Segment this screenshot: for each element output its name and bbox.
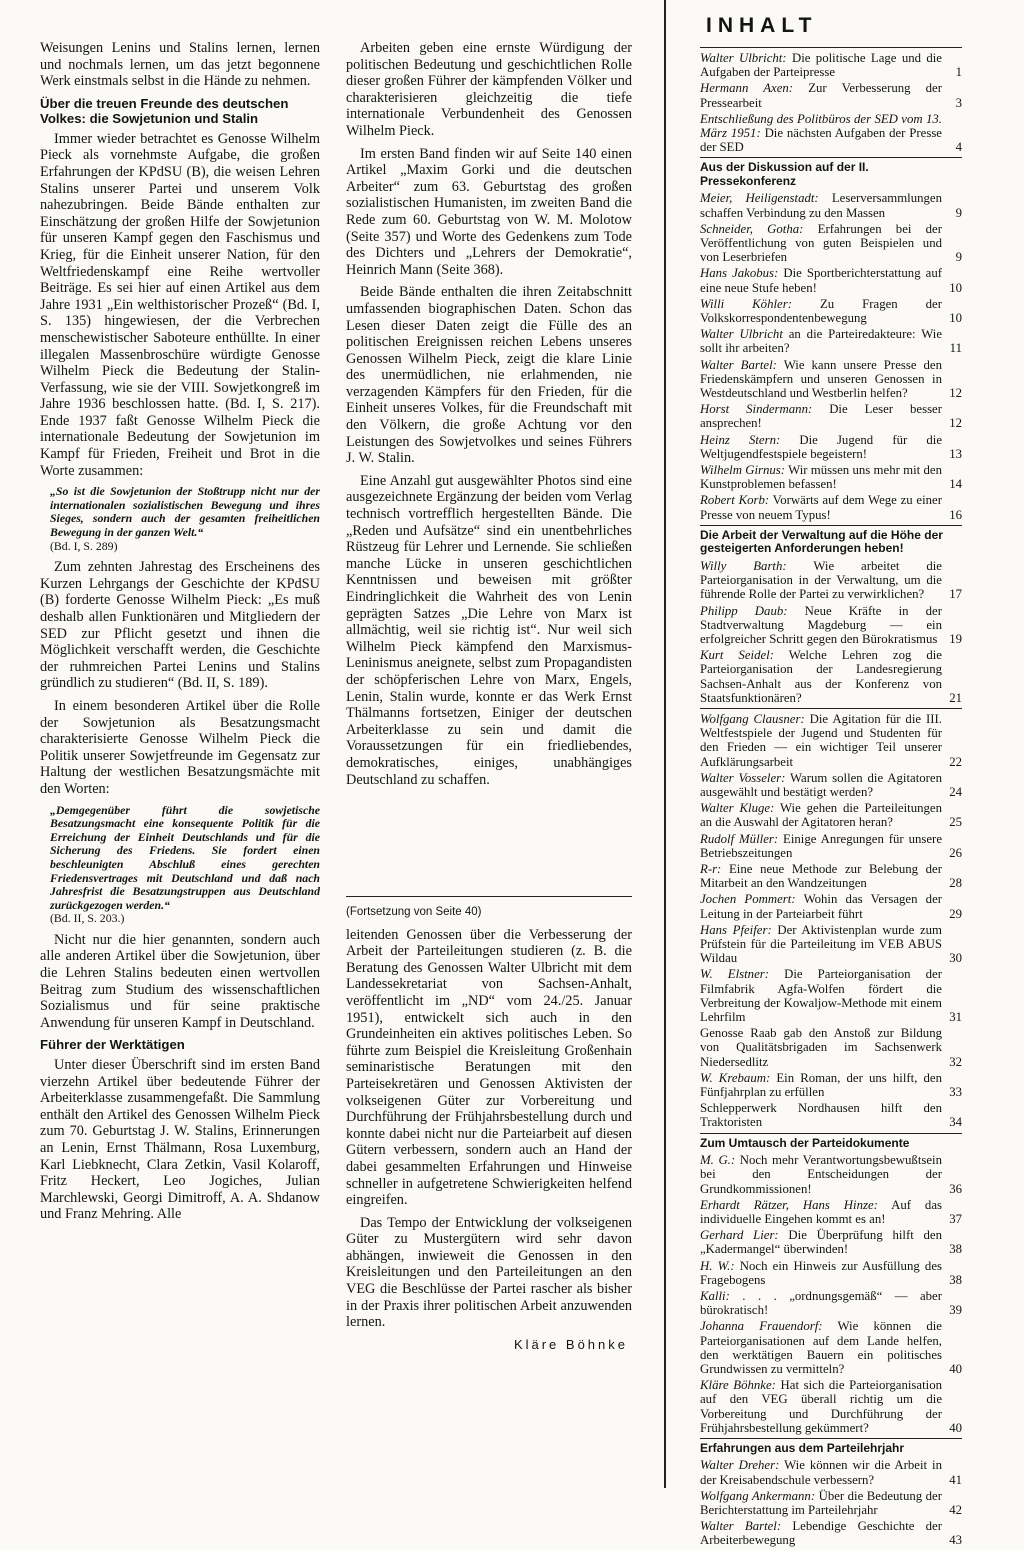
toc-entry-author: Kalli: [700, 1288, 730, 1303]
toc-entry-text [700, 81, 942, 109]
toc-entry-title: Noch ein Hinweis zur Ausfüllung des Fragebogens [700, 1258, 942, 1287]
toc-entry-title: Die politische Lage und die Aufgaben der Parteipresse [700, 51, 942, 80]
toc-entry-text [700, 1198, 942, 1226]
toc-page-number: 41 [949, 1472, 962, 1487]
toc-entry[interactable] [700, 771, 962, 799]
column-divider [664, 0, 666, 1488]
toc-entry-text [700, 327, 942, 355]
toc-entry[interactable] [700, 402, 962, 430]
toc-entry[interactable] [700, 51, 962, 79]
toc-entry-title: Die Überprüfung hilft den „Kadermangel“ überwinden! [700, 1228, 942, 1257]
toc-entry-title: Zur Verbesserung der Pressearbeit [700, 81, 942, 110]
toc-divider [700, 708, 962, 709]
toc-page-number: 43 [949, 1533, 962, 1548]
toc-entry-text [700, 1228, 942, 1256]
toc-entry-text [700, 712, 942, 769]
toc-entry[interactable] [700, 433, 962, 461]
toc-divider [700, 47, 962, 48]
toc-entry-title: Wir müssen uns mehr mit den Kunstproblemen befassen! [700, 463, 942, 492]
paragraph: Nicht nur die hier genannten, sondern auch alle anderen Artikel über die Sowjetunion, über die Lehren Stalins bedeuten einen wertvollen Beitrag zum Studium des wissenschaftlichen Sozialismus und für seine praktische Anwendung für unseren Kampf in Deutschland. [40, 931, 320, 1031]
toc-entry-title: Wie können wir die Arbeit in der Kreisabendschule verbessern? [700, 1458, 942, 1487]
toc-page-number: 22 [949, 754, 962, 769]
toc-entry-text [700, 191, 942, 219]
toc-entry-text [700, 358, 942, 401]
toc-page-number: 1 [955, 65, 962, 80]
toc-page-number: 36 [949, 1181, 962, 1196]
toc-page-number: 32 [949, 1054, 962, 1069]
toc-page-number: 38 [949, 1272, 962, 1287]
toc-entry-author: Wolfgang Clausner: [700, 711, 805, 726]
toc-page-number: 33 [949, 1085, 962, 1099]
toc-entry[interactable] [700, 1071, 962, 1099]
toc-entry-text [700, 892, 942, 920]
quotation [40, 485, 320, 553]
toc-entry-title: Einige Anregungen für unsere Betriebszeitungen [700, 831, 942, 860]
toc-entry-title: an die Parteiredakteure: Wie sollt ihr arbeiten? [700, 327, 943, 356]
toc-entry-author: Jochen Pommert: [700, 892, 796, 907]
toc-divider [700, 157, 962, 158]
toc-entry-text [700, 1458, 942, 1486]
toc-entry-title: Noch mehr Verantwortungsbewußtsein bei den Entscheidungen der Grundkommissionen! [700, 1153, 942, 1196]
toc-entry-author: Walter Kluge: [700, 801, 775, 816]
toc-entry-text [700, 1289, 942, 1317]
toc-entry-text [700, 1101, 942, 1129]
quote-source: (Bd. I, S. 289) [50, 538, 118, 553]
paragraph: Immer wieder betrachtet es Genosse Wilhelm Pieck als vornehmste Aufgabe, die großen Erfahrungen der KPdSU (B), die weisen Lehren Stalins unserer Partei und unserem Volk nahezubringen. Beide Bände enthalten zur Einschätzung der großen Hilfe der Sowjetunion für unseren Kampf gegen den Faschismus und Krieg, für die Einheit unserer Nation, für den Weltfriedenskampf eine Reihe wertvoller Beiträge. Es sei hier auf einen Artikel aus dem Jahre 1931 „Ein welthistorischer Prozeß“ (Bd. I, S. 135) hingewiesen, der die Verbrechen menschewistischer Saboteure enthüllte. In einer illegalen Massenbroschüre würdigte Genosse Wilhelm Pieck die Bedeutung der Stalin-Verfassung, wie sie der VIII. Sowjetkongreß im Jahre 1936 beschlossen hatte. (Bd. I, S. 217). Ende 1937 faßt Genosse Wilhelm Pieck die internationale Bedeutung der Sowjetunion im Kampf für Frieden, Freiheit und Brot in die Worte zusammen: [40, 130, 320, 479]
toc-page-number: 19 [949, 631, 962, 646]
toc-entry[interactable] [700, 463, 962, 491]
toc-entry-text [700, 222, 942, 265]
toc-entry-author: Heinz Stern: [700, 432, 781, 447]
toc-entry[interactable] [700, 892, 962, 920]
toc-entry-text [700, 771, 942, 799]
paragraph: Im ersten Band finden wir auf Seite 140 einen Artikel „Maxim Gorki und die deutschen Arbeiter“ zum 63. Geburtstag des großen sozialistischen Humanisten, im zweiten Band die Rede zum 60. Geburtstag von W. M. Molotow (Seite 357) und Worte des Gedenkens zum Tode des Dichters und „Lehrers der Demokratie“, Heinrich Mann (Seite 368). [346, 145, 632, 278]
toc-entry[interactable] [700, 1458, 962, 1486]
toc-entry-title: Die Leser besser ansprechen! [700, 402, 942, 431]
toc-entry-title: Wie kann unsere Presse den Friedenskämpfern und unseren Genossen in Westdeutschland und Westberlin helfen? [700, 357, 942, 401]
toc-entry-title: Die Parteiorganisation der Filmfabrik Agfa-Wolfen fördert die Verbreitung der Kowaljow-Methode mit einem Lehrfilm [700, 967, 942, 1024]
toc-entry-author: Schneider, Gotha: [700, 221, 804, 236]
toc-entry-title: Über die Bedeutung der Berichterstattung im Parteilehrjahr [700, 1488, 943, 1518]
toc-entry-author: R-r: [700, 861, 722, 876]
toc-entry[interactable] [700, 81, 962, 109]
toc-entry-text [700, 1071, 942, 1099]
toc-page-number: 26 [949, 845, 962, 860]
toc-entry-text [700, 648, 942, 705]
toc-entry-title: Die nächsten Aufgaben der Presse der SED [700, 126, 942, 155]
section-heading: Führer der Werktätigen [40, 1037, 185, 1053]
toc-page-number: 16 [949, 507, 962, 522]
toc-entry-title: Wie können die Parteiorganisationen auf dem Lande helfen, den werktätigen Bauern ein politisches Grundwissen zu vermitteln? [700, 1319, 942, 1376]
toc-group [700, 1153, 962, 1435]
toc-page-number: 28 [949, 876, 962, 891]
toc-page-number: 17 [949, 587, 962, 602]
toc-page-number: 40 [949, 1420, 962, 1435]
toc-entry[interactable] [700, 862, 962, 890]
author-signature: Kläre Böhnke [513, 1336, 628, 1352]
toc-entry[interactable] [700, 1289, 962, 1317]
toc-page-number: 37 [949, 1211, 962, 1226]
toc-entry-text [700, 493, 942, 521]
toc-entry-author: Rudolf Müller: [700, 831, 779, 846]
toc-entry-author: Willi Köhler: [700, 296, 792, 311]
toc-entry[interactable] [700, 1228, 962, 1256]
toc-entry-author: Robert Korb: [700, 493, 770, 508]
toc-section-title: Erfahrungen aus dem Parteilehrjahr [700, 1440, 905, 1455]
toc-entry-author: Hans Jakobus: [700, 266, 779, 281]
toc-entry-title: Wie arbeitet die Parteiorganisation in der Verwaltung, um die führende Rolle der Partei zu verwirklichen? [700, 558, 942, 602]
toc-section-title: Die Arbeit der Verwaltung auf die Höhe der gesteigerten Anforderungen heben! [700, 527, 943, 556]
toc-page-number: 34 [949, 1115, 962, 1130]
toc-page-number: 25 [949, 815, 962, 830]
toc-page-number: 38 [949, 1242, 962, 1257]
toc-entry-author: Walter Dreher: [700, 1458, 780, 1473]
toc-entry-author: W. Elstner: [700, 967, 770, 982]
toc-entry-author: Kurt Seidel: [700, 648, 774, 663]
toc-entry[interactable] [700, 801, 962, 829]
toc-page-number: 24 [949, 784, 962, 799]
toc-entry[interactable] [700, 327, 962, 355]
toc-entry-title: Genosse Raab gab den Anstoß zur Bildung von Qualitätsbrigaden im Sachsenwerk Niedersedlitz [700, 1026, 942, 1069]
toc-entry-title: Vorwärts auf dem Wege zu einer Presse von neuem Typus! [700, 493, 942, 522]
toc-entry-title: . . . „ordnungsgemäß“ — aber bürokratisch! [700, 1288, 942, 1318]
toc-entry-author: Wolfgang Ankermann: [700, 1488, 816, 1503]
quote-source: (Bd. II, S. 203.) [50, 911, 125, 926]
toc-page-number: 12 [949, 416, 962, 431]
toc-entry-title: Lebendige Geschichte der Arbeiterbewegung [700, 1519, 942, 1548]
toc-entry-author: Kläre Böhnke: [700, 1378, 776, 1393]
continuation-note: (Fortsetzung von Seite 40) [346, 906, 482, 918]
toc-entry[interactable] [700, 967, 962, 1024]
toc-section-title: Zum Umtausch der Parteidokumente [700, 1135, 910, 1150]
toc-divider [700, 525, 962, 526]
toc-page-number: 21 [949, 690, 962, 705]
toc-entry[interactable] [700, 923, 962, 966]
article-column-1 [40, 40, 320, 1229]
table-of-contents [700, 14, 962, 1550]
quote-text: „Demgegenüber führt die sowjetische Besatzungsmacht eine konsequente Politik für die Erreichung der Einheit Deutschlands und für die Sicherung des Friedens. Sie fordert einen beschleunigten Abschluß eines gerechten Friedensvertrages mit Deutschland und daß nach Jahresfrist die Besatzungstruppen aus Deutschland zurückgezogen werden.“ [50, 802, 320, 912]
toc-entry[interactable] [700, 112, 962, 155]
toc-entry-title: Welche Lehren zog die Parteiorganisation der Landesregierung Sachsen-Anhalt aus der Konferenz von Staatsfunktionären? [700, 648, 942, 705]
toc-entry-text [700, 801, 942, 829]
toc-entry-author: Hans Pfeifer: [700, 922, 772, 937]
toc-entry-title: Die Jugend für die Weltjugendfestspiele begeistern! [700, 432, 942, 461]
toc-page-number: 31 [949, 1009, 962, 1024]
toc-section-title: Aus der Diskussion auf der II. Pressekonferenz [700, 160, 869, 188]
toc-entry-title: Eine neue Methode zur Belebung der Mitarbeit an den Wandzeitungen [700, 861, 942, 891]
toc-entry-title: Die Agitation für die III. Weltfestspiele der Jugend und Studenten für den Frieden — ein wichtiger Teil unserer Aufklärungsarbeit [700, 711, 942, 769]
toc-page-number: 12 [949, 386, 962, 401]
toc-page-number: 40 [949, 1361, 962, 1376]
toc-entry[interactable] [700, 1378, 962, 1435]
toc-entry[interactable] [700, 1153, 962, 1196]
toc-entry[interactable] [700, 648, 962, 705]
toc-entry-text [700, 923, 942, 966]
toc-entry-author: H. W.: [700, 1258, 735, 1273]
toc-entry-text [700, 112, 942, 155]
toc-entry-title: Die Sportberichterstattung auf eine neue Stufe heben! [700, 266, 942, 295]
toc-entry-text [700, 967, 942, 1024]
toc-entry-title: Warum sollen die Agitatoren ausgewählt und bestätigt werden? [700, 770, 942, 799]
paragraph: leitenden Genossen über die Verbesserung der Arbeit der Parteileitungen studieren (z. B. die Beratung des Genossen Walter Ulbricht mit dem Landessekretariat von Sachsen-Anhalt, veröffentlicht im „ND“ vom 24./25. Januar 1951), entwickelt sich auch in den Grundeinheiten ein aktives politisches Leben. So führte zum Beispiel die Kreisleitung Großenhain seminaristische Beratungen mit den Parteisekretären und Genossen Aktivisten der volkseigenen Güter zur Vorbereitung und Durchführung der Frühjahrsbestellung durch und konnte dabei nicht nur die Parteiarbeit auf diesen Gütern verbessern, sondern auch an Hand der dabei gesammelten Erfahrungen und Hinweise schneller in aufgetretene Schwierigkeiten helfend eingreifen. [346, 926, 632, 1209]
toc-entry-author: Walter Ulbricht [700, 327, 783, 342]
toc-group [700, 191, 962, 521]
toc-entry-text [700, 433, 942, 461]
toc-entry[interactable] [700, 222, 962, 265]
toc-entry[interactable] [700, 266, 962, 294]
toc-entry-author: Walter Bartel: [700, 1519, 782, 1534]
toc-entry-author: Walter Bartel: [700, 357, 777, 372]
quotation [40, 804, 320, 926]
toc-entry-title: Zu Fragen der Volkskorrespondentenbewegung [700, 296, 942, 326]
toc-entry-author: Walter Vosseler: [700, 770, 786, 785]
toc-entry-author: Philipp Daub: [700, 603, 788, 618]
toc-entry[interactable] [700, 604, 962, 647]
toc-entry-author: W. Krebaum: [700, 1070, 771, 1085]
toc-page-number: 30 [949, 951, 962, 966]
paragraph: Arbeiten geben eine ernste Würdigung der politischen Bedeutung und geschichtlichen Rolle dieser großen Führer der kämpfenden Völker und charakterisieren gleichzeitig die tiefe internationale Verbundenheit des Genossen Wilhelm Pieck. [346, 40, 632, 139]
paragraph: In einem besonderen Artikel über die Rolle der Sowjetunion als Besatzungsmacht charakterisierte Genosse Wilhelm Pieck die Politik unserer Sowjetfreunde im Gegensatz zur Haltung der westlichen Besatzungsmächte mit den Worten: [40, 697, 320, 797]
toc-entry[interactable] [700, 191, 962, 219]
toc-page-number: 11 [949, 341, 962, 356]
toc-page-number: 4 [955, 140, 962, 155]
toc-entry-text [700, 832, 942, 860]
toc-entry-text [700, 862, 942, 890]
toc-entry-text [700, 297, 942, 325]
toc-entry-title: Ein Roman, der uns hilft, den Fünfjahrplan zu erfüllen [700, 1070, 943, 1099]
toc-page-number: 39 [949, 1303, 962, 1318]
toc-page-number: 9 [955, 250, 962, 265]
toc-entry[interactable] [700, 493, 962, 521]
toc-page-number: 42 [949, 1503, 962, 1518]
toc-entry[interactable] [700, 1519, 962, 1547]
article-column-2 [346, 40, 632, 794]
toc-entry-text [700, 559, 942, 602]
toc-page-number: 3 [955, 95, 962, 110]
toc-entry-text [700, 463, 942, 491]
toc-divider [700, 1438, 962, 1439]
toc-group [700, 559, 962, 705]
toc-group [700, 1458, 962, 1547]
toc-entry-author: Wilhelm Girnus: [700, 463, 786, 478]
toc-entry[interactable] [700, 1026, 962, 1069]
paragraph: Unter dieser Überschrift sind im ersten Band vierzehn Artikel über bedeutende Führer der Arbeiterklasse zusammengefaßt. Die Sammlung enthält den Artikel des Genossen Wilhelm Pieck zum 70. Geburtstag J. W. Stalins, Erinnerungen an Lenin, Ernst Thälmann, Rosa Luxemburg, Karl Liebknecht, Clara Zetkin, Vasil Kolaroff, Fritz Heckert, Leo Jogiches, Julian Marchlewski, Georgi Dimitroff, A. A. Shdanow und Franz Mehring. Alle [40, 1056, 320, 1223]
toc-group [700, 51, 962, 154]
toc-entry-title: Wohin das Versagen der Leitung in der Parteiarbeit führt [700, 892, 943, 921]
toc-entry-author: Erhardt Rätzer, Hans Hinze: [700, 1197, 878, 1212]
toc-entry-text [700, 402, 942, 430]
toc-page-number: 10 [949, 311, 962, 326]
toc-entry-author: Hermann Axen: [700, 81, 794, 96]
toc-page-number: 29 [949, 906, 962, 921]
toc-entry-text [700, 1378, 942, 1435]
paragraph: Eine Anzahl gut ausgewählter Photos sind eine ausgezeichnete Ergänzung der beiden vom Verlag technisch vortrefflich hergestellten Bände. Die „Reden und Aufsätze“ sind ein unentbehrliches Rüstzeug für Lehrer und Lernende. Sie schließen manche Lücke in unseren geschichtlichen Kenntnissen und beweisen mit größter Eindringlichkeit die Wahrheit des von Lenin geprägten Satzes „Die Lehre von Marx ist allmächtig, weil sie richtig ist“. Nur weil sich Wilhelm Pieck kämpfend den Marxismus-Leninismus aneignete, selbst zum Propagandisten der schöpferischen Lehre von Marx, Engels, Lenin, Stalin wurde, konnte er das Werk Ernst Thälmanns fortsetzen, Einiger der deutschen Arbeiterklasse zu sein und damit die Voraussetzungen für ein friedliebendes, demokratisches, einiges, unabhängiges Deutschland zu schaffen. [346, 472, 632, 788]
continuation-column [346, 904, 632, 1353]
toc-entry-text [700, 1319, 942, 1376]
toc-entry-author: Johanna Frauendorf: [700, 1319, 823, 1334]
toc-entry-author: Entschließung des Politbüros der SED vom 13. März 1951: [700, 111, 942, 141]
paragraph: Zum zehnten Jahrestag des Erscheinens des Kurzen Lehrgangs der Geschichte der KPdSU (B) forderte Genosse Wilhelm Pieck: „Es muß deshalb allen Funktionären und Mitgliedern der SED zur Pflicht gesetzt und ihnen die Möglichkeit verschafft werden, die Geschichte der ruhmreichen Partei Lenins und Stalins gründlich zu studieren“ (Bd. II, S. 189). [40, 559, 320, 692]
toc-title: INHALT [706, 14, 818, 37]
toc-entry[interactable] [700, 832, 962, 860]
toc-entry-title: Wie gehen die Parteileitungen an die Auswahl der Agitatoren heran? [700, 801, 942, 830]
toc-entry[interactable] [700, 1198, 962, 1226]
toc-entry-author: M. G.: [700, 1153, 736, 1168]
toc-entry-title: Leserversammlungen schaffen Verbindung zu den Massen [700, 191, 943, 220]
toc-divider [700, 1133, 962, 1134]
paragraph: Beide Bände enthalten die ihren Zeitabschnitt umfassenden biographischen Daten. Schon das Lesen dieser Daten zeigt die Fülle des an politischen Ereignissen reichen Lebens unseres Genossen Wilhelm Pieck, zeigt die klare Linie des unermüdlichen, nie erlahmenden, nie verzagenden Kämpfers für den Frieden, für die Einheit unseres Volkes, für die Freundschaft mit den Völkern, die große Achtung vor den Leistungen des Sowjetvolkes und seines Führers J. W. Stalin. [346, 284, 632, 467]
quote-text: „So ist die Sowjetunion der Stoßtrupp nicht nur der internationalen sozialistischen Bewegung und ihres Sieges, sondern auch der gesamten freiheitlichen Bewegung in der ganzen Welt.“ [50, 484, 320, 540]
toc-entry-title: Schlepperwerk Nordhausen hilft den Traktoristen [700, 1101, 942, 1130]
toc-entry[interactable] [700, 559, 962, 602]
toc-entry[interactable] [700, 1259, 962, 1287]
toc-page-number: 10 [949, 280, 962, 295]
toc-page-number: 13 [949, 446, 962, 461]
toc-entry[interactable] [700, 1489, 962, 1517]
article-separator [346, 896, 632, 897]
toc-entry[interactable] [700, 1319, 962, 1376]
paragraph: Das Tempo der Entwicklung der volkseigenen Güter zu Mustergütern wird sehr davon abhängen, inwieweit die Genossen in den Kreisleitungen und den Parteileitungen an den VEG die Beschlüsse der Partei rascher als bisher in der Praxis ihrer politischen Arbeit anzuwenden lernen. [346, 1214, 632, 1331]
toc-entry[interactable] [700, 712, 962, 769]
toc-entry-title: Der Aktivistenplan wurde zum Prüfstein für die Parteileitung im VEB ABUS Wildau [700, 922, 942, 966]
paragraph: Weisungen Lenins und Stalins lernen, lernen und nochmals lernen, um das jetzt begonnene Werk einstmals selbst in die Hände zu nehmen. [40, 40, 320, 90]
toc-entry-title: Hat sich die Parteiorganisation auf den VEG überall richtig um die Vorbereitung und Durchführung der Frühjahrsbestellung gekümmert? [700, 1378, 942, 1435]
toc-entry-text [700, 1519, 942, 1547]
toc-entry-text [700, 1259, 942, 1287]
toc-entry-author: Gerhard Lier: [700, 1228, 779, 1243]
toc-entry-text [700, 1153, 942, 1196]
toc-entry[interactable] [700, 297, 962, 325]
toc-entry-title: Erfahrungen bei der Veröffentlichung von guten Beispielen und von Leserbriefen [700, 221, 942, 265]
toc-entry-text [700, 51, 942, 79]
toc-entry-author: Walter Ulbricht: [700, 51, 787, 65]
toc-entry-text [700, 266, 942, 294]
toc-entry-title: Neue Kräfte in der Stadtverwaltung Magdeburg — ein erfolgreicher Schritt gegen den Bürokratismus [700, 603, 942, 646]
toc-entry-text [700, 1489, 942, 1517]
toc-page-number: 9 [955, 205, 962, 220]
toc-group [700, 712, 962, 1130]
section-heading: Über die treuen Freunde des deutschen Volkes: die Sowjetunion und Stalin [40, 95, 289, 127]
toc-entry-author: Horst Sindermann: [700, 402, 813, 417]
toc-entry-author: Willy Barth: [700, 558, 787, 573]
toc-entry-text [700, 1026, 942, 1069]
toc-entry-text [700, 604, 942, 647]
toc-entry[interactable] [700, 1101, 962, 1129]
toc-page-number: 14 [949, 477, 962, 492]
toc-entry-title: Auf das individuelle Eingehen kommt es an! [700, 1197, 942, 1226]
toc-entry-author: Meier, Heiligenstadt: [700, 191, 819, 206]
toc-entry[interactable] [700, 358, 962, 401]
